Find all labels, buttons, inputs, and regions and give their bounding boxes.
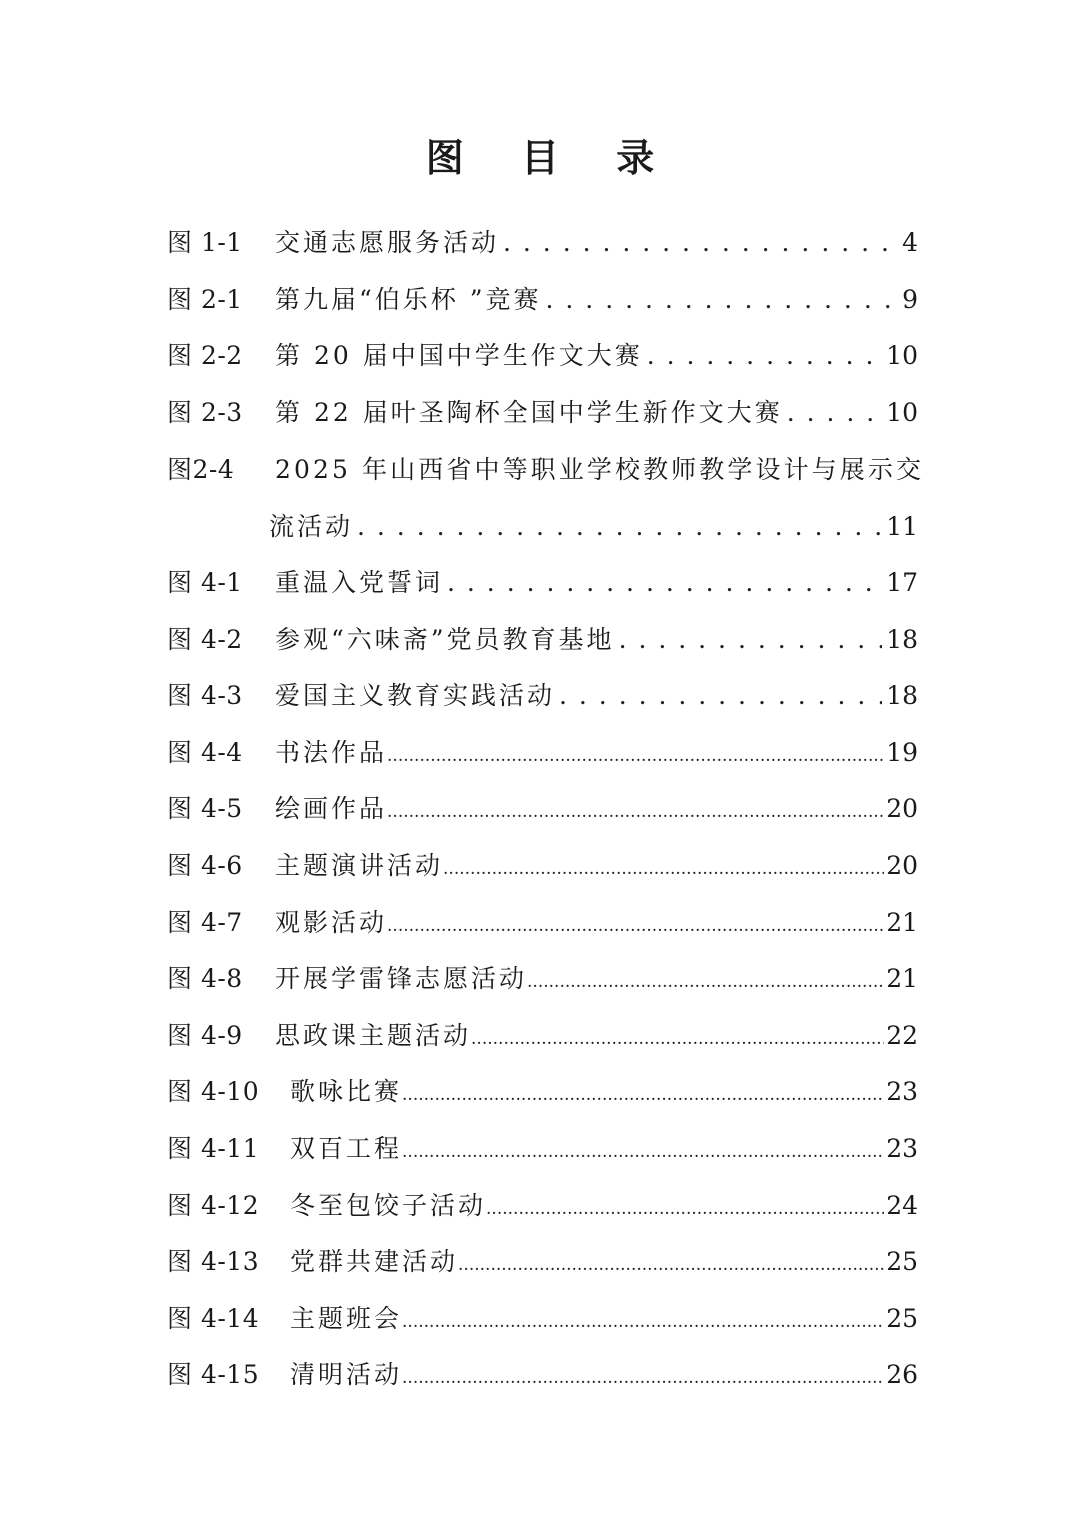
figure-number: 图 4-7 xyxy=(167,908,243,937)
toc-entry[interactable] xyxy=(167,950,918,1007)
page-number: 19 xyxy=(886,738,918,767)
toc-entry[interactable] xyxy=(167,384,918,441)
toc-entry[interactable] xyxy=(167,271,918,328)
figure-title: 观影活动 xyxy=(275,908,388,937)
dot-leader xyxy=(503,214,898,271)
figure-title: 交通志愿服务活动 xyxy=(275,228,500,257)
page-number: 23 xyxy=(886,1077,918,1106)
toc-entry[interactable] xyxy=(167,1063,918,1120)
dot-leader xyxy=(402,1063,884,1124)
page-number: 21 xyxy=(886,964,918,993)
figure-title-line1: 2025 年山西省中等职业学校教师教学设计与展示交 xyxy=(275,455,925,484)
figure-number: 图 4-11 xyxy=(167,1134,260,1163)
toc-entry[interactable] xyxy=(167,1120,918,1177)
toc-entry[interactable] xyxy=(167,327,918,384)
figure-number: 图 4-6 xyxy=(167,851,243,880)
page-number: 21 xyxy=(886,908,918,937)
dot-leader xyxy=(546,271,899,328)
figure-title: 绘画作品 xyxy=(275,794,388,823)
figure-title: 主题班会 xyxy=(290,1304,403,1333)
figure-title: 第九届“伯乐杯 ”竞赛 xyxy=(275,285,542,314)
page-number: 20 xyxy=(886,794,918,823)
figure-title: 第 20 届中国中学生作文大赛 xyxy=(275,341,643,370)
page-number: 22 xyxy=(886,1021,918,1050)
figure-title: 党群共建活动 xyxy=(290,1247,459,1276)
dot-leader xyxy=(443,837,884,898)
dot-leader xyxy=(387,724,884,785)
dot-leader xyxy=(357,498,882,555)
toc-entry[interactable] xyxy=(167,1233,918,1290)
page-number: 10 xyxy=(886,341,918,370)
dot-leader xyxy=(402,1120,884,1181)
toc-entry-multiline[interactable] xyxy=(167,441,925,555)
figure-title: 开展学雷锋志愿活动 xyxy=(275,964,528,993)
figure-number: 图2-4 xyxy=(167,455,235,484)
toc-entry[interactable] xyxy=(167,667,918,724)
dot-leader xyxy=(402,1290,884,1351)
figure-title: 参观“六味斋”党员教育基地 xyxy=(275,625,615,654)
page-number: 18 xyxy=(886,625,918,654)
figure-number: 图 2-2 xyxy=(167,341,243,370)
dot-leader xyxy=(647,327,882,384)
figure-title: 思政课主题活动 xyxy=(275,1021,472,1050)
toc-entry[interactable] xyxy=(167,214,918,271)
figure-number: 图 2-3 xyxy=(167,398,243,427)
page-number: 10 xyxy=(886,398,918,427)
dot-leader xyxy=(619,611,883,668)
figure-number: 图 2-1 xyxy=(167,285,243,314)
figure-number: 图 4-12 xyxy=(167,1191,260,1220)
toc-entry[interactable] xyxy=(167,554,918,611)
toc-entry[interactable] xyxy=(167,1007,918,1064)
page-number: 23 xyxy=(886,1134,918,1163)
figure-title: 主题演讲活动 xyxy=(275,851,444,880)
dot-leader xyxy=(486,1177,884,1238)
toc-entry[interactable] xyxy=(167,894,918,951)
figure-title: 重温入党誓词 xyxy=(275,568,444,597)
dot-leader xyxy=(471,1007,884,1068)
figure-title: 爱国主义教育实践活动 xyxy=(275,681,556,710)
figure-title: 双百工程 xyxy=(290,1134,403,1163)
figure-number: 图 4-10 xyxy=(167,1077,260,1106)
figure-number: 图 1-1 xyxy=(167,228,243,257)
figure-number: 图 4-15 xyxy=(167,1360,260,1389)
toc-entry[interactable] xyxy=(167,611,918,668)
dot-leader xyxy=(559,667,882,724)
dot-leader xyxy=(527,950,884,1011)
figure-number: 图 4-3 xyxy=(167,681,243,710)
page-number: 18 xyxy=(886,681,918,710)
toc-entry[interactable] xyxy=(167,724,918,781)
figure-number: 图 4-13 xyxy=(167,1247,260,1276)
page-number: 25 xyxy=(886,1304,918,1333)
figure-title: 清明活动 xyxy=(290,1360,403,1389)
figure-title: 冬至包饺子活动 xyxy=(290,1191,487,1220)
toc-entry[interactable] xyxy=(167,1177,918,1234)
toc-entry[interactable] xyxy=(167,780,918,837)
toc-entry[interactable] xyxy=(167,1290,918,1347)
dot-leader xyxy=(402,1346,884,1407)
dot-leader xyxy=(447,554,882,611)
figure-number: 图 4-14 xyxy=(167,1304,260,1333)
page-number: 9 xyxy=(902,285,918,314)
figure-title: 第 22 届叶圣陶杯全国中学生新作文大赛 xyxy=(275,398,783,427)
figure-number: 图 4-9 xyxy=(167,1021,243,1050)
figure-title: 歌咏比赛 xyxy=(290,1077,403,1106)
figure-number: 图 4-2 xyxy=(167,625,243,654)
page-number: 20 xyxy=(886,851,918,880)
page-number: 17 xyxy=(886,568,918,597)
figure-number: 图 4-8 xyxy=(167,964,243,993)
page-number: 11 xyxy=(886,512,918,541)
figure-number: 图 4-5 xyxy=(167,794,243,823)
toc-entry[interactable] xyxy=(167,837,918,894)
figure-number: 图 4-4 xyxy=(167,738,243,767)
dot-leader xyxy=(387,780,884,841)
figure-title: 书法作品 xyxy=(275,738,388,767)
figure-number: 图 4-1 xyxy=(167,568,243,597)
dot-leader xyxy=(787,384,882,441)
figure-title-line2: 流活动 xyxy=(269,512,354,541)
page-number: 24 xyxy=(886,1191,918,1220)
toc-entry[interactable] xyxy=(167,1346,918,1403)
page-title: 图 目 录 xyxy=(425,135,677,180)
dot-leader xyxy=(458,1233,884,1294)
page-number: 25 xyxy=(886,1247,918,1276)
dot-leader xyxy=(387,894,884,955)
page-number: 4 xyxy=(902,228,918,257)
page-number: 26 xyxy=(886,1360,918,1389)
